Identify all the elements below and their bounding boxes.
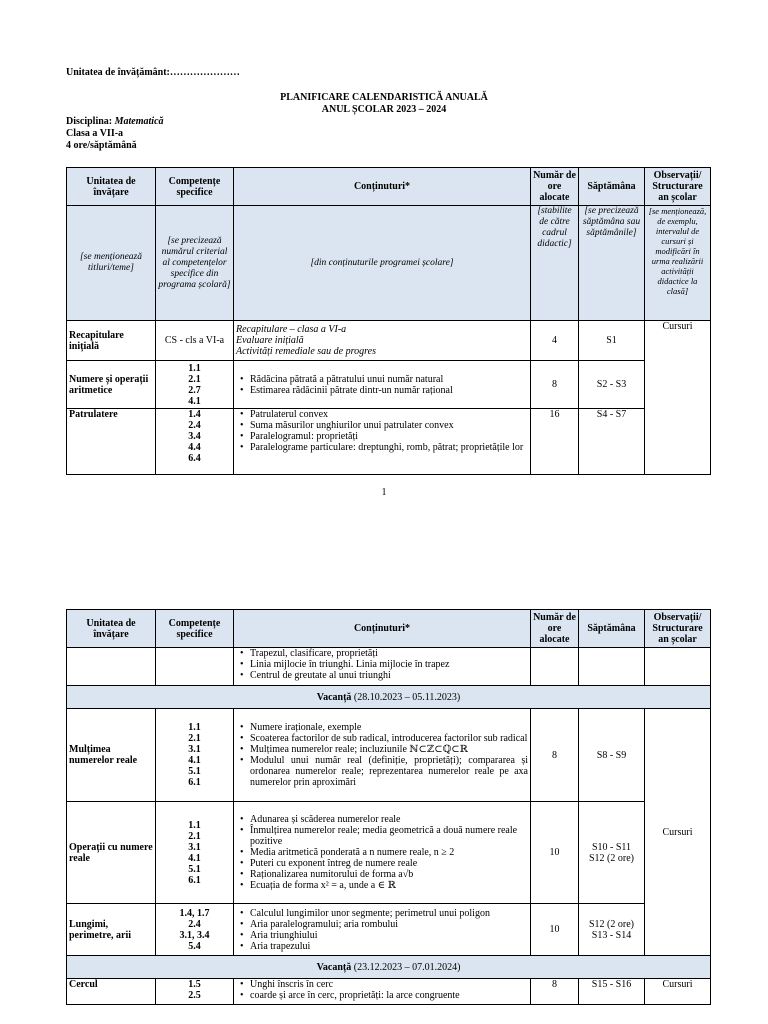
col-header-content: Conținuturi* [234,168,531,206]
col-header-obs: Observații/ Structurare an școlar [645,168,711,206]
week-cell: S1 [579,321,645,361]
desc-week: [se precizează săptămâna sau săptămânile] [579,206,645,321]
school-unit-line: Unitatea de învățământ:………………… [66,67,240,78]
unit-cell: Lungimi, perimetre, arii [67,904,156,956]
hours-cell: 8 [531,979,579,1005]
content-cell: • Trapezul, clasificare, proprietăți • Linia mijlocie în triunghi. Linia mijlocie în trapez • Centrul de greutate al unui triunghi [234,648,531,686]
school-year: ANUL ȘCOLAR 2023 – 2024 [321,104,447,115]
comp-cell: 1.1 2.1 3.1 4.1 5.1 6.1 [156,802,234,904]
col-header-hours: Număr de ore alocate [531,168,579,206]
desc-hours: [stabilite de către cadrul didactic] [531,206,579,321]
content-cell: • Numere iraționale, exemple • Scoaterea factorilor de sub radical, introducerea factorilor sub radical • Mulțimea numerelor reale; incluziunile ℕ⊂ℤ⊂ℚ⊂ℝ • Modulul unui număr real (definiție, proprietăți); compararea și ordonarea numerelor reale; reprezentarea numerelor reale pe axa numerelor prin aproximări [234,709,531,802]
table-row [67,904,711,956]
desc-obs: [se menționează, de exemplu, intervalul de cursuri și modificări în urma realizării activității didactice la clasă] [645,206,711,321]
content-cell: • Unghi înscris în cerc • coarde și arce în cerc, proprietăți: la arce congruente [234,979,531,1005]
week-cell: S2 - S3 [579,361,645,409]
unit-cell: Cercul [67,979,156,1005]
table-row [67,709,711,802]
vacation-row: Vacanță (23.12.2023 – 07.01.2024) [67,956,711,979]
week-cell: S15 - S16 [579,979,645,1005]
col-header-hours: Număr de ore alocate [531,610,579,648]
week-cell: S4 - S7 [579,409,645,475]
hours-cell: 10 [531,904,579,956]
week-cell: S10 - S11 S12 (2 ore) [579,802,645,904]
class-line: Clasa a VII-a [66,128,124,139]
unit-cell: Recapitulare inițială [67,321,156,361]
hours-line: 4 ore/săptămână [66,140,137,151]
content-cell: • Adunarea și scăderea numerelor reale • Înmulțirea numerelor reale; media geometrică a două numere reale pozitive • Media aritmetică ponderată a n numere reale, n ≥ 2 • Puteri cu exponent întreg de numere reale • Raționalizarea numitorului de forma a√b • Ecuația de forma x² = a, unde a ∈ ℝ [234,802,531,904]
content-cell: Recapitulare – clasa a VI-a Evaluare inițială Activități remediale sau de progres [234,321,531,361]
col-header-obs: Observații/ Structurare an școlar [645,610,711,648]
desc-content: [din conținuturile programei școlare] [234,206,531,321]
content-cell: • Calculul lungimilor unor segmente; perimetrul unui poligon • Aria paralelogramului; aria rombului • Aria triunghiului • Aria trapezului [234,904,531,956]
obs-cell: Cursuri [645,709,711,956]
comp-cell: 1.4 2.4 3.4 4.4 6.4 [156,409,234,475]
table-row [67,409,711,475]
table-row [67,648,711,686]
comp-cell: 1.5 2.5 [156,979,234,1005]
hours-cell: 8 [531,709,579,802]
unit-cell: Patrulatere [67,409,156,475]
col-header-week: Săptămâna [579,610,645,648]
col-header-comp: Competențe specifice [156,610,234,648]
comp-cell: 1.1 2.1 3.1 4.1 5.1 6.1 [156,709,234,802]
hours-cell: 10 [531,802,579,904]
doc-title: PLANIFICARE CALENDARISTICĂ ANUALĂ [280,92,488,103]
planning-table-page2 [66,609,711,1005]
vacation-row: Vacanță (28.10.2023 – 05.11.2023) [67,686,711,709]
col-header-unit: Unitatea de învățare [67,610,156,648]
table-row [67,979,711,1005]
page-number: 1 [381,487,387,498]
col-header-unit: Unitatea de învățare [67,168,156,206]
content-cell: • Rădăcina pătrată a pătratului unui număr natural • Estimarea rădăcinii pătrate dintr-un număr rațional [234,361,531,409]
hours-cell: 4 [531,321,579,361]
obs-cell: Cursuri [645,321,711,475]
planning-table-page1 [66,167,711,475]
table-row [67,321,711,361]
col-header-week: Săptămâna [579,168,645,206]
hours-cell: 16 [531,409,579,475]
table-row [67,361,711,409]
week-cell: S12 (2 ore) S13 - S14 [579,904,645,956]
unit-cell: Mulțimea numerelor reale [67,709,156,802]
hours-cell: 8 [531,361,579,409]
desc-comp: [se precizează numărul criterial al competențelor specifice din programa școlară] [156,206,234,321]
content-cell: • Patrulaterul convex • Suma măsurilor unghiurilor unui patrulater convex • Paralelogramul: proprietăți • Paralelograme particulare: dreptunghi, romb, pătrat; proprietățile lor [234,409,531,475]
col-header-content: Conținuturi* [234,610,531,648]
comp-cell: 1.4, 1.7 2.4 3.1, 3.4 5.4 [156,904,234,956]
discipline-line: Disciplina: Matematică [66,116,164,127]
obs-cell: Cursuri [645,979,711,1005]
col-header-comp: Competențe specifice [156,168,234,206]
unit-cell: Operații cu numere reale [67,802,156,904]
week-cell: S8 - S9 [579,709,645,802]
table-row [67,802,711,904]
comp-cell: CS - cls a VI-a [156,321,234,361]
comp-cell: 1.1 2.1 2.7 4.1 [156,361,234,409]
desc-unit: [se menționează titluri/teme] [67,206,156,321]
unit-cell: Numere și operații aritmetice [67,361,156,409]
